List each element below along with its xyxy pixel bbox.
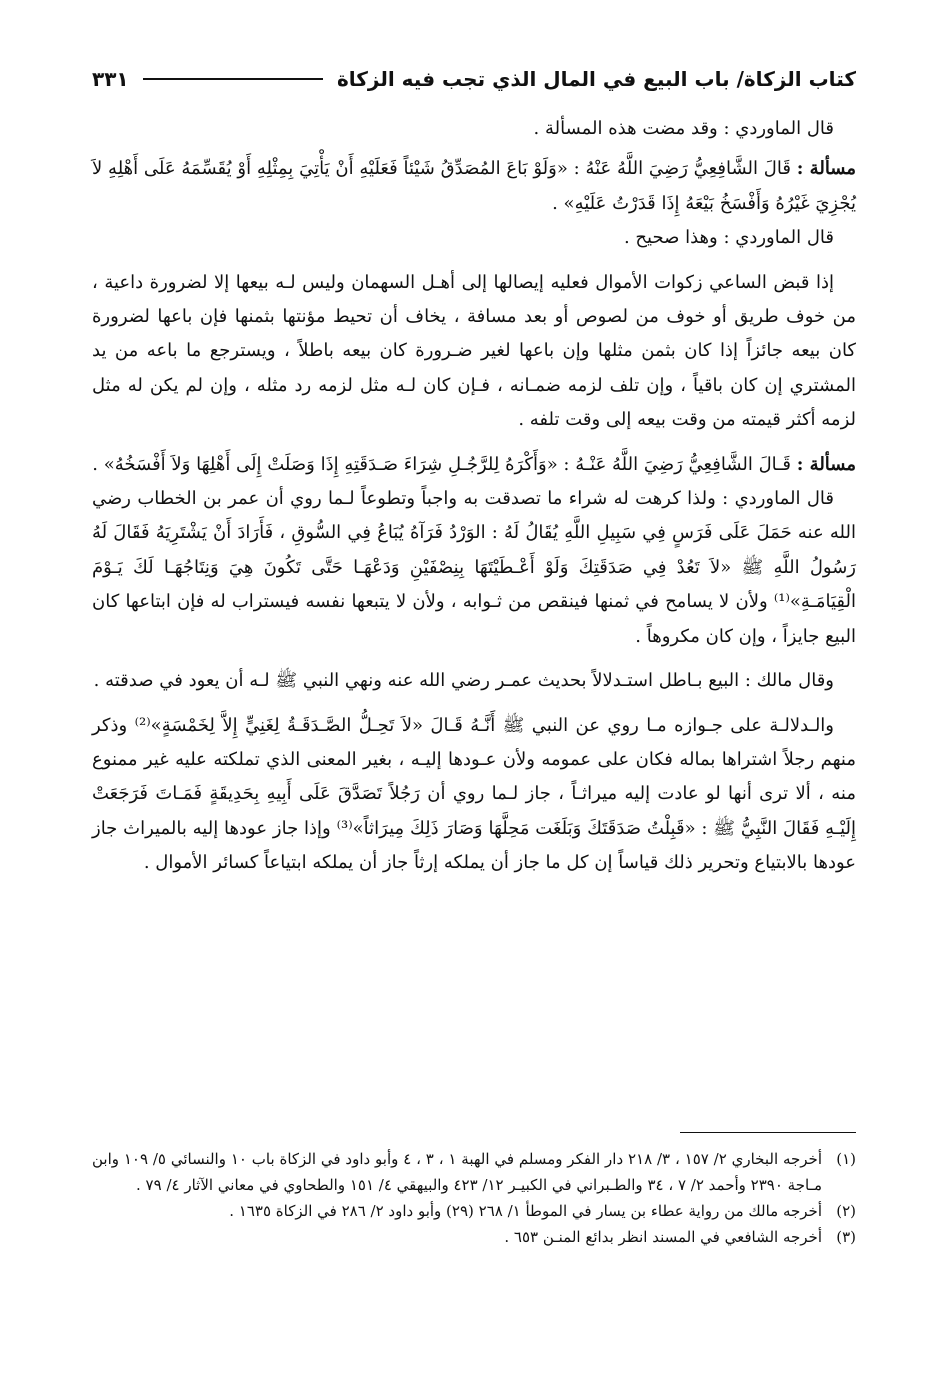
header-title: كتاب الزكاة/ باب البيع في المال الذي تجب فيه الزكاة [336,67,856,91]
paragraph-8: والـدلالـة على جـوازه مـا روي عن النبي ﷺ أَنَّـهُ قَـالَ «لاَ تَحِـلُّ الصَّـدَقَـةُ لِغَنِيٍّ إِلاَّ لِخَمْسَةٍ»⁽²⁾ وذكر منهم رجلاً اشتراها بماله فكان على عمومه ولأن عـودها إليـه ، بغير المعنى الذي تملكته عليه غير ممنوع منه ، ألا ترى أنها لو عادت إليه ميراثـاً ، جاز لـما روي أن رَجُلاً تَصَدَّقَ عَلَى أَبِيهِ بِحَدِيقَةٍ فَمَـاتَ فَرَجَعَتْ إِلَيْـهِ فَقَالَ النَّبِيُّ ﷺ : «قَبِلْتُ صَدَقَتَكَ وَبَلَغَت مَحِلَّهَا وَصَارَ ذَلِكَ مِيرَاثاً»⁽³⁾ وإذا جاز عودها إليه بالميراث جاز عودها بالابتياع وتحرير ذلك قياساً إن كل ما جاز أن يملكه إرثاً جاز أن يملكه ابتياعاً كسائر الأموال . [92,714,856,874]
paragraph-6: قال الماوردي : ولذا كرهت له شراء ما تصدقت به واجباً وتطوعاً لـما روي أن عمر بن الخطاب رضي الله عنه حَمَلَ عَلَى فَرَسٍ فِي سَبِيلِ اللَّهِ يُقَالُ لَهُ : الوَرْدُ فَرَآهُ يُبَاعُ فِي السُّوقِ ، فَأَرَادَ أَنْ يَشْتَرِيَهُ فَقَالَ لَهُ رَسُولُ اللَّهِ ﷺ «لاَ تَعُدْ فِي صَدَقَتِكَ وَلَوْ أَعْـطَيْتَهَا بِنِصْفَيْنِ وَدَعْهَـا حَتَّى تَكُونَ هِيَ وَنِتَاجُهَـا لَكَ يَـوْمَ الْقِيَامَـةِ»⁽¹⁾ ولأن لا يسامح في ثمنها فينقص من ثـوابه ، ولأن لا يتبعها نفسه فيستراب له فإن ابتاعها كان البيع جايزاً ، وإن كان مكروهاً . [92,488,856,647]
footnotes [92,1146,856,1250]
footnote-2 [92,1198,856,1224]
running-header [92,62,856,96]
footnote-number: (٣) [836,1228,856,1246]
header-rule [143,78,323,80]
paragraph-2 [92,152,856,221]
paragraph-3: قال الماوردي : وهذا صحيح . [623,227,834,249]
masala-text: قَـالَ الشَّافِعِيُّ رَضِيَ اللَّهُ عَنْـهُ : «وَأَكْرَهُ لِلرَّجُـلِ شِرَاءَ صَـدَقَتِهِ إِذَا وَصَلَتْ إِلَى أَهْلِهَا وَلاَ أَفْسَخُهُ» . [92,453,792,475]
footnote-text: أخرجه الشافعي في المسند انظر بدائع المنـن ٦٥٣ . [504,1228,822,1246]
footnote-text: أخرجه البخاري ٢/ ١٥٧ ، ٣/ ٢١٨ دار الفكر ومسلم في الهبة ١ ، ٣ ، ٤ وأبو داود في الزكاة باب ١٠ والنسائي ٥/ ١٠٩ وابن مـاجة ٢٣٩٠ وأحمد ٢/ ٧ ، ٣٤ والطـبراني في الكبيـر ١٢/ ٤٢٣ والبيهقي ٤/ ١٥١ والطحاوي في معاني الآثار ٤/ ٧٩ . [92,1150,822,1194]
paragraph-5 [92,448,856,482]
footnote-separator [680,1132,856,1133]
paragraph-7: وقال مالك : البيع بـاطل استـدلالاً بحديث عمـر رضي الله عنه ونهي النبي ﷺ لـه أن يعود في صدقته . [93,670,834,692]
footnote-number: (١) [836,1150,856,1168]
masala-label: مسألة : [796,158,856,180]
paragraph-1: قال الماوردي : وقد مضت هذه المسألة . [533,118,834,139]
footnote-text: أخرجه مالك من رواية عطاء بن يسار في الموطأ ١/ ٢٦٨ (٢٩) وأبو داود ٢/ ٢٨٦ في الزكاة ١٦٣٥ . [229,1202,822,1220]
masala-label: مسألة : [796,453,856,475]
footnote-number: (٢) [836,1202,856,1220]
paragraph-4: إذا قبض الساعي زكوات الأموال فعليه إيصالها إلى أهـل السهمان وليس لـه بيعها إلا لضرورة داعية ، من خوف طريق أو خوف من لصوص أو بعد مسافة ، يخاف أن تحيط مؤنتها بثمنها فإن باعها لضرورة كان بيعه جائزاً إذا كان بثمن مثلها وإن باعها لغير ضـرورة كان بيعه باطلاً ، ويسترجع ما باعه من يد المشتري إن كان باقياً ، وإن تلف لزمه ضمـانه ، فـإن كان لـه مثل لزمه رد مثله ، وإن لم يكن له مثل لزمه أكثر قيمته من وقت بيعه إلى وقت تلفه . [92,271,856,431]
footnote-3 [92,1224,856,1250]
page-number: ٣٣١ [92,67,129,91]
masala-text: قَالَ الشَّافِعِيُّ رَضِيَ اللَّهُ عَنْهُ : «وَلَوْ بَاعَ المُصَدِّقُ شَيْئاً فَعَلَيْهِ أَنْ يَأْتِيَ بِمِثْلِهِ أَوْ يُقَسِّمَهُ عَلَى أَهْلِهِ لاَ يُجْزِيَ غَيْرُهُ وَأَفْسَخُ بَيْعَهُ إِذَا قَدَرْتُ عَلَيْهِ» . [92,158,856,214]
main-text [92,112,856,881]
footnote-1 [92,1146,856,1198]
